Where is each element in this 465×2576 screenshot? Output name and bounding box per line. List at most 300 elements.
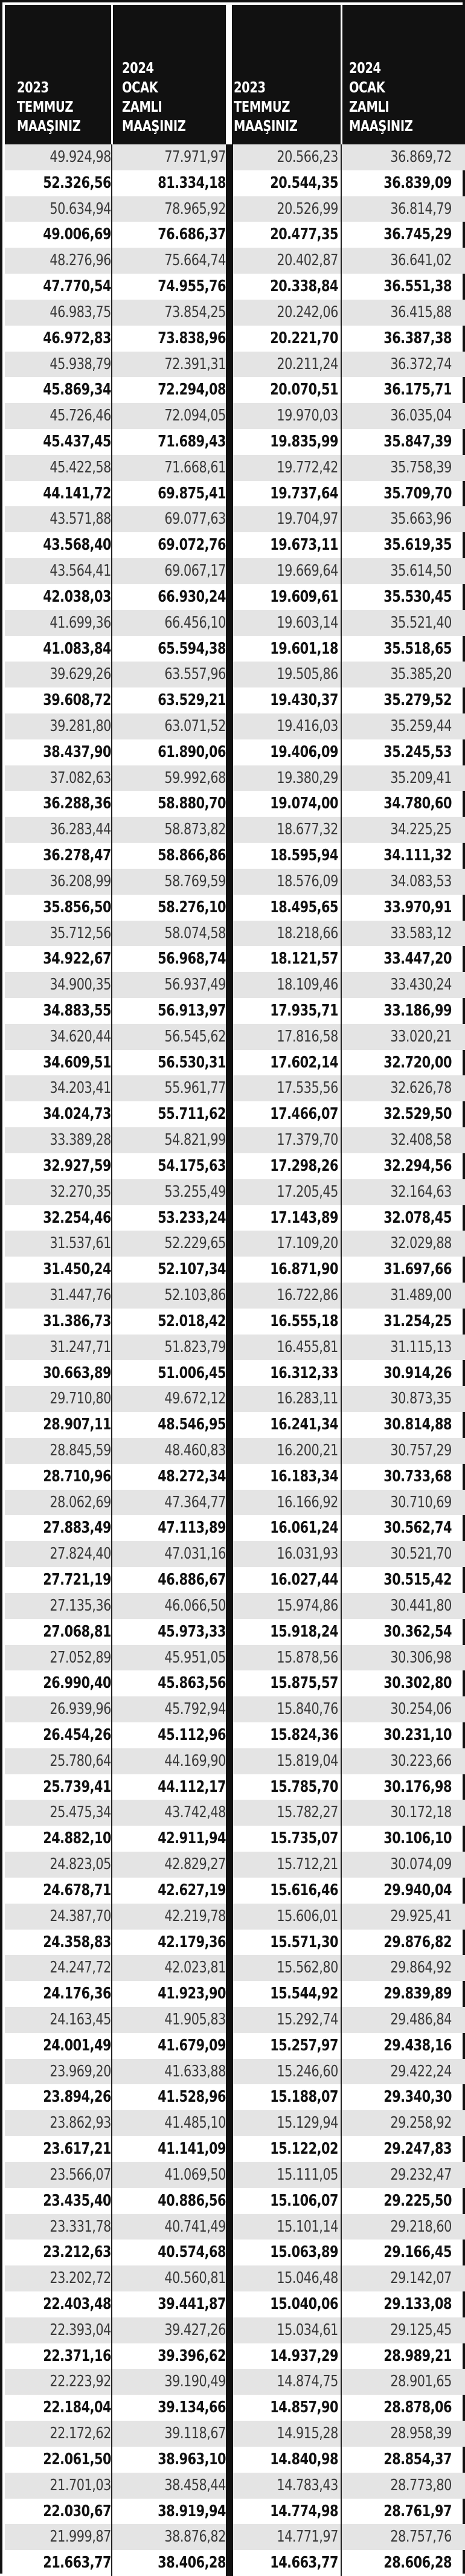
salary-value: 31.450,24 [43,1260,111,1279]
salary-2024-ocak-cell [117,377,226,403]
salary-2023-temmuz-cell [11,2110,111,2136]
salary-value: 16.031,93 [277,1545,338,1563]
salary-value: 31.447,76 [50,1286,111,1305]
salary-value: 71.689,43 [158,433,226,451]
salary-value: 30.515,42 [383,1571,452,1589]
table-row [5,765,465,791]
salary-value: 24.176,36 [43,1985,111,2003]
table-row [5,921,465,947]
salary-value: 24.823,05 [50,1855,111,1874]
salary-2024-ocak-cell [117,1309,226,1335]
salary-value: 30.362,54 [383,1622,452,1641]
salary-value: 35.856,50 [43,898,111,916]
salary-2024-ocak-cell [117,2550,226,2576]
table-row [5,1981,465,2007]
salary-2023-temmuz-cell [11,1852,111,1878]
salary-2024-ocak-cell [117,1205,226,1231]
salary-2023-temmuz-cell [237,2084,338,2110]
salary-value: 35.758,39 [390,458,452,477]
salary-value: 30.757,29 [390,1441,452,1460]
salary-value: 72.391,31 [164,355,226,373]
column-divider [226,144,233,2576]
salary-2023-temmuz-cell [237,636,338,662]
salary-2023-temmuz-cell [11,1231,111,1257]
table-row [5,2033,465,2059]
salary-2023-temmuz-cell [237,326,338,352]
salary-value: 19.406,09 [270,742,338,761]
salary-value: 71.668,61 [164,458,226,477]
salary-value: 39.396,62 [158,2346,226,2365]
salary-value: 45.869,34 [43,381,111,399]
salary-2024-ocak-cell [349,455,452,481]
salary-value: 19.704,97 [277,510,338,529]
salary-2023-temmuz-cell [11,1127,111,1153]
salary-value: 36.551,38 [383,277,452,296]
table-row [5,1335,465,1360]
salary-2024-ocak-cell [349,1826,452,1852]
salary-2023-temmuz-cell [237,739,338,765]
salary-value: 39.441,87 [158,2294,226,2313]
salary-2024-ocak-cell [117,2447,226,2473]
salary-2023-temmuz-cell [237,1930,338,1956]
salary-value: 42.179,36 [158,1933,226,1951]
salary-2023-temmuz-cell [237,2214,338,2240]
salary-2023-temmuz-cell [11,222,111,248]
salary-value: 20.221,70 [270,329,338,347]
table-row [5,584,465,610]
salary-2024-ocak-cell [117,326,226,352]
salary-value: 43.568,40 [43,536,111,555]
salary-value: 15.606,01 [277,1907,338,1925]
salary-2023-temmuz-cell [11,2214,111,2240]
salary-2023-temmuz-cell [11,765,111,791]
salary-2023-temmuz-cell [11,1153,111,1179]
salary-2023-temmuz-cell [11,713,111,739]
salary-2023-temmuz-cell [11,921,111,947]
salary-value: 48.272,34 [158,1467,226,1486]
salary-2024-ocak-cell [349,895,452,921]
salary-2023-temmuz-cell [11,2136,111,2162]
salary-value: 15.034,61 [277,2320,338,2339]
salary-2023-temmuz-cell [11,2033,111,2059]
table-row [5,2473,465,2499]
table-row [5,1283,465,1309]
salary-value: 15.292,74 [277,2010,338,2029]
salary-value: 23.212,63 [43,2243,111,2262]
salary-2024-ocak-cell [117,248,226,274]
salary-2023-temmuz-cell [11,895,111,921]
salary-2024-ocak-cell [349,1438,452,1464]
salary-value: 76.686,37 [158,225,226,244]
salary-2023-temmuz-cell [11,1593,111,1619]
salary-2023-temmuz-cell [237,610,338,636]
salary-value: 56.545,62 [164,1027,226,1046]
salary-value: 29.258,92 [390,2114,452,2133]
salary-value: 20.566,23 [277,148,338,166]
salary-value: 42.911,94 [158,1829,226,1848]
salary-2024-ocak-cell [117,532,226,558]
salary-2024-ocak-cell [349,791,452,817]
header-line: ZAMLI [349,98,390,115]
salary-value: 46.972,83 [43,329,111,347]
salary-value: 52.107,34 [158,1260,226,1279]
table-row [5,2110,465,2136]
table-row [5,1904,465,1930]
salary-2023-temmuz-cell [11,1878,111,1904]
salary-value: 17.602,14 [270,1053,338,1072]
column-divider [341,144,342,2576]
salary-value: 77.971,97 [164,148,226,166]
salary-value: 39.281,80 [50,717,111,736]
salary-2024-ocak-cell [117,2291,226,2317]
table-row [5,429,465,455]
salary-2023-temmuz-cell [237,1619,338,1645]
salary-2023-temmuz-cell [11,2265,111,2291]
salary-2023-temmuz-cell [237,481,338,507]
salary-2024-ocak-cell [349,1567,452,1593]
salary-2023-temmuz-cell [237,300,338,326]
header-line: 2023 [234,79,266,96]
salary-2024-ocak-cell [117,1515,226,1541]
salary-2024-ocak-cell [349,1904,452,1930]
salary-2024-ocak-cell [349,972,452,998]
salary-value: 28.757,76 [390,2528,452,2546]
salary-2023-temmuz-cell [237,2007,338,2033]
salary-2024-ocak-cell [117,2395,226,2421]
salary-value: 29.940,04 [383,1881,452,1899]
salary-value: 40.886,56 [158,2191,226,2210]
salary-value: 29.142,07 [390,2269,452,2288]
salary-value: 36.387,38 [383,329,452,347]
table-row [5,274,465,300]
salary-2023-temmuz-cell [11,687,111,713]
salary-value: 23.862,93 [50,2114,111,2133]
salary-2024-ocak-cell [117,584,226,610]
salary-value: 41.679,09 [158,2036,226,2055]
table-row [5,2524,465,2550]
salary-2024-ocak-cell [349,1774,452,1800]
salary-2024-ocak-cell [349,1464,452,1490]
salary-2024-ocak-cell [117,843,226,869]
table-row [5,1593,465,1619]
salary-value: 14.774,98 [270,2502,338,2520]
salary-2023-temmuz-cell [11,300,111,326]
salary-2023-temmuz-cell [11,2007,111,2033]
salary-value: 16.241,34 [270,1415,338,1434]
salary-value: 41.905,83 [164,2010,226,2029]
salary-2023-temmuz-cell [11,1101,111,1127]
salary-2024-ocak-cell [117,921,226,947]
salary-2024-ocak-cell [349,326,452,352]
salary-value: 58.074,58 [164,924,226,942]
salary-2023-temmuz-cell [11,558,111,584]
salary-2024-ocak-cell [117,196,226,222]
salary-2023-temmuz-cell [237,1490,338,1516]
salary-value: 34.609,51 [43,1053,111,1072]
salary-value: 74.955,76 [158,277,226,296]
table-row [5,558,465,584]
salary-value: 46.066,50 [164,1596,226,1615]
salary-value: 32.720,00 [383,1053,452,1072]
salary-value: 33.430,24 [390,976,452,994]
salary-value: 22.371,16 [43,2346,111,2365]
salary-2024-ocak-cell [117,1800,226,1826]
salary-value: 30.223,66 [390,1751,452,1770]
salary-value: 48.276,96 [50,251,111,270]
salary-value: 18.218,66 [277,924,338,942]
salary-2023-temmuz-cell [237,2395,338,2421]
salary-2023-temmuz-cell [11,1283,111,1309]
salary-value: 36.175,71 [383,381,452,399]
salary-value: 15.544,92 [270,1985,338,2003]
table-row [5,636,465,662]
salary-2023-temmuz-cell [11,1464,111,1490]
salary-value: 33.970,91 [383,898,452,916]
salary-value: 16.871,90 [270,1260,338,1279]
salary-2023-temmuz-cell [11,2395,111,2421]
salary-value: 32.529,50 [383,1105,452,1124]
salary-2023-temmuz-cell [11,326,111,352]
salary-2023-temmuz-cell [11,2240,111,2265]
salary-2024-ocak-cell [349,1541,452,1567]
salary-2024-ocak-cell [117,1386,226,1412]
salary-value: 29.232,47 [390,2165,452,2184]
salary-value: 22.061,50 [43,2450,111,2468]
table-row [5,1309,465,1335]
salary-value: 42.829,27 [164,1855,226,1874]
salary-2023-temmuz-cell [237,817,338,843]
salary-2023-temmuz-cell [11,2473,111,2499]
salary-2023-temmuz-cell [237,1153,338,1179]
salary-2023-temmuz-cell [237,2343,338,2369]
salary-value: 32.254,46 [43,1208,111,1227]
salary-2024-ocak-cell [117,455,226,481]
salary-2024-ocak-cell [117,1360,226,1386]
salary-2024-ocak-cell [349,248,452,274]
salary-value: 32.270,35 [50,1182,111,1201]
salary-2023-temmuz-cell [237,558,338,584]
salary-value: 30.106,10 [383,1829,452,1848]
salary-value: 15.735,07 [270,1829,338,1848]
salary-2023-temmuz-cell [237,2291,338,2317]
salary-value: 16.283,11 [277,1389,338,1408]
salary-value: 69.067,17 [164,562,226,581]
salary-2024-ocak-cell [349,1386,452,1412]
table-row [5,1722,465,1748]
salary-value: 41.923,90 [158,1985,226,2003]
salary-value: 47.113,89 [158,1519,226,1538]
salary-2024-ocak-cell [117,1464,226,1490]
salary-2024-ocak-cell [117,2084,226,2110]
salary-2024-ocak-cell [349,481,452,507]
salary-value: 15.785,70 [270,1777,338,1796]
table-row [5,1774,465,1800]
salary-value: 35.709,70 [383,484,452,503]
salary-value: 45.951,05 [164,1648,226,1667]
table-row [5,1075,465,1101]
salary-2024-ocak-cell [349,2421,452,2447]
salary-2023-temmuz-cell [237,1127,338,1153]
salary-value: 45.422,58 [50,458,111,477]
salary-2023-temmuz-cell [11,481,111,507]
salary-value: 34.900,35 [50,976,111,994]
salary-value: 29.438,16 [383,2036,452,2055]
salary-value: 34.203,41 [50,1079,111,1098]
salary-value: 29.839,89 [383,1985,452,2003]
salary-2024-ocak-cell [349,506,452,532]
salary-value: 29.133,08 [383,2294,452,2313]
table-row [5,1024,465,1050]
salary-2023-temmuz-cell [11,532,111,558]
salary-value: 30.172,18 [390,1803,452,1822]
salary-2024-ocak-cell [117,662,226,687]
salary-value: 41.083,84 [43,639,111,658]
salary-value: 27.052,89 [50,1648,111,1667]
salary-value: 29.340,30 [383,2088,452,2107]
salary-value: 58.866,86 [158,846,226,865]
salary-2024-ocak-cell [349,1878,452,1904]
salary-value: 24.163,45 [50,2010,111,2029]
salary-2024-ocak-cell [349,687,452,713]
salary-2023-temmuz-cell [11,1075,111,1101]
salary-2024-ocak-cell [117,946,226,972]
salary-value: 32.164,63 [390,1182,452,1201]
salary-2024-ocak-cell [349,2550,452,2576]
salary-value: 72.094,05 [164,407,226,425]
table-row [5,2084,465,2110]
salary-value: 38.458,44 [164,2476,226,2494]
salary-2024-ocak-cell [117,1438,226,1464]
header-line: OCAK [349,79,385,96]
salary-value: 38.963,10 [158,2450,226,2468]
salary-2023-temmuz-cell [237,1567,338,1593]
salary-value: 19.601,18 [270,639,338,658]
salary-value: 45.863,56 [158,1674,226,1693]
salary-value: 20.070,51 [270,381,338,399]
salary-2024-ocak-cell [349,2473,452,2499]
salary-2024-ocak-cell [349,274,452,300]
salary-value: 49.924,98 [50,148,111,166]
salary-2024-ocak-cell [349,2007,452,2033]
salary-2024-ocak-cell [117,1826,226,1852]
table-row [5,1748,465,1774]
salary-value: 33.020,21 [390,1027,452,1046]
salary-2024-ocak-cell [349,584,452,610]
salary-value: 65.594,38 [158,639,226,658]
header-2024-ocak-left [122,5,204,144]
salary-2024-ocak-cell [349,2033,452,2059]
salary-value: 38.876,82 [164,2528,226,2546]
salary-value: 63.529,21 [158,691,226,710]
salary-value: 56.968,74 [158,950,226,968]
salary-2024-ocak-cell [349,1024,452,1050]
table-row [5,1878,465,1904]
salary-value: 47.031,16 [164,1545,226,1563]
salary-value: 19.673,11 [270,536,338,555]
table-row [5,481,465,507]
salary-2023-temmuz-cell [237,2265,338,2291]
salary-2024-ocak-cell [117,1127,226,1153]
salary-2024-ocak-cell [117,1257,226,1283]
salary-2023-temmuz-cell [237,1670,338,1696]
salary-2023-temmuz-cell [11,196,111,222]
salary-value: 43.564,41 [50,562,111,581]
salary-value: 35.385,20 [390,665,452,684]
table-row [5,1438,465,1464]
header-line: MAAŞINIZ [17,117,81,135]
salary-value: 41.633,88 [164,2062,226,2081]
salary-2023-temmuz-cell [237,352,338,378]
table-row [5,1490,465,1516]
table-row [5,2136,465,2162]
salary-value: 39.427,26 [164,2320,226,2339]
salary-value: 27.824,40 [50,1545,111,1563]
salary-value: 56.913,97 [158,1002,226,1020]
salary-2024-ocak-cell [349,739,452,765]
salary-value: 15.571,30 [270,1933,338,1951]
salary-2023-temmuz-cell [237,2240,338,2265]
salary-2024-ocak-cell [349,1153,452,1179]
header-2024-ocak-right [349,5,431,144]
salary-value: 31.247,71 [50,1338,111,1356]
salary-value: 81.334,18 [158,173,226,192]
table-row [5,1645,465,1671]
salary-2023-temmuz-cell [11,636,111,662]
salary-value: 16.061,24 [270,1519,338,1538]
salary-value: 42.038,03 [43,587,111,606]
salary-2023-temmuz-cell [11,1645,111,1671]
salary-value: 36.641,02 [390,251,452,270]
salary-2023-temmuz-cell [237,1101,338,1127]
table-row [5,739,465,765]
salary-2024-ocak-cell [117,1101,226,1127]
salary-2023-temmuz-cell [237,144,338,170]
salary-2023-temmuz-cell [237,1257,338,1283]
table-row [5,610,465,636]
table-row [5,196,465,222]
salary-value: 30.176,98 [383,1777,452,1796]
salary-2023-temmuz-cell [237,1696,338,1722]
salary-value: 30.302,80 [383,1674,452,1693]
salary-2024-ocak-cell [349,817,452,843]
salary-2023-temmuz-cell [11,1050,111,1076]
header-divider [341,5,342,144]
salary-2024-ocak-cell [117,1878,226,1904]
salary-2024-ocak-cell [349,1283,452,1309]
salary-2023-temmuz-cell [237,2473,338,2499]
salary-2023-temmuz-cell [237,972,338,998]
salary-2024-ocak-cell [349,1205,452,1231]
table-row [5,1567,465,1593]
salary-2024-ocak-cell [349,1075,452,1101]
table-row [5,1826,465,1852]
salary-value: 30.074,09 [390,1855,452,1874]
table-body [5,144,465,2576]
salary-value: 29.710,80 [50,1389,111,1408]
salary-2023-temmuz-cell [11,144,111,170]
salary-2023-temmuz-cell [237,895,338,921]
salary-2024-ocak-cell [117,2421,226,2447]
salary-value: 36.278,47 [43,846,111,865]
table-row [5,1386,465,1412]
header-line: TEMMUZ [234,98,290,115]
salary-value: 28.761,97 [383,2502,452,2520]
salary-value: 45.938,79 [50,355,111,373]
salary-2024-ocak-cell [117,2343,226,2369]
salary-2023-temmuz-cell [237,1852,338,1878]
table-row [5,713,465,739]
salary-value: 30.254,06 [390,1700,452,1719]
